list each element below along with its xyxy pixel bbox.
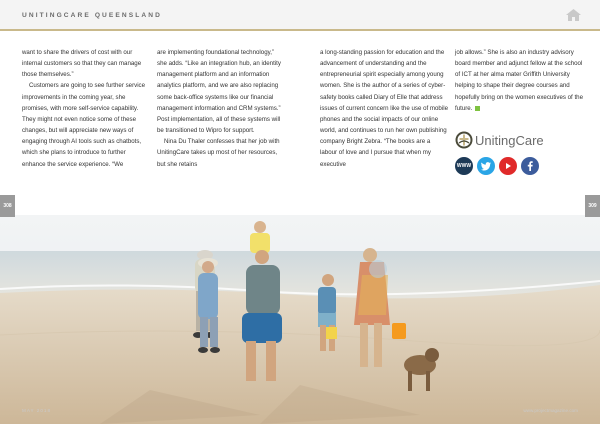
paragraph: Customers are going to see further service improvements in the coming year, she promises, with more self-service capability. They might not even notice some of these changes, but will appreciate new ways of engaging through AI tools such as chatbots, which she plans to introduce to further enhance the service experience. “We	[22, 82, 146, 168]
facebook-f-icon	[527, 161, 533, 171]
paragraph: a long-standing passion for education and the advancement of understanding and the entrepreneurial spirit especially among young women. She is the author of a series of cyber-safety books called Diary of Elle that address issues of current concern like the use of mobile phones and the social impacts of our online world, and continues to run her own publishing company Bright Zebra. “The books are a labour of love and I pursue that when my executive	[320, 49, 448, 168]
page-number-left: 308	[0, 195, 15, 217]
twitter-bird-icon	[481, 162, 491, 171]
paragraph-text: job allows.” She is also an industry advisory board member and adjunct fellow at the school of ICT at her alma mater Griffith University helping to shape their degree courses and hopefully bring on the women executives of the future.	[455, 49, 584, 112]
paragraph: Nina Du Thaler confesses that her job with UnitingCare takes up most of her resources, but she retains	[157, 138, 280, 168]
paragraph	[455, 47, 583, 114]
footer-url[interactable]: www.projectmagazine.com	[523, 408, 578, 413]
facebook-icon[interactable]	[521, 157, 539, 175]
section-title: UNITINGCARE QUEENSLAND	[22, 12, 162, 19]
text-column-1	[22, 47, 148, 170]
unitingcare-logo[interactable]	[455, 131, 544, 149]
beach-family-photo	[0, 215, 600, 424]
text-column-4	[455, 47, 583, 114]
play-icon	[504, 162, 512, 170]
text-column-3	[320, 47, 448, 170]
unitingcare-emblem-icon	[455, 131, 473, 149]
logo-text: UnitingCare	[475, 132, 544, 148]
paragraph: are implementing foundational technology,” she adds. “Like an integration hub, an identity management platform and an information analytics platform, and we are also replacing some back-office systems like our financial management information and CRM systems.” Post implementation, all of these systems will be transitioned to Wipro for support.	[157, 49, 281, 135]
website-label: WWW	[456, 163, 472, 169]
twitter-icon[interactable]	[477, 157, 495, 175]
youtube-icon[interactable]	[499, 157, 517, 175]
website-icon[interactable]	[455, 157, 473, 175]
paragraph: want to share the drivers of cost with our internal customers so that they can manage those themselves.”	[22, 49, 142, 79]
page-header	[0, 0, 600, 30]
footer-date: MAY 2018	[22, 408, 52, 413]
text-column-2	[157, 47, 285, 170]
beach-scene-image	[0, 215, 600, 424]
home-icon[interactable]	[565, 8, 582, 22]
header-rule	[0, 29, 600, 31]
end-mark-icon	[475, 106, 480, 111]
page-number-right: 309	[585, 195, 600, 217]
